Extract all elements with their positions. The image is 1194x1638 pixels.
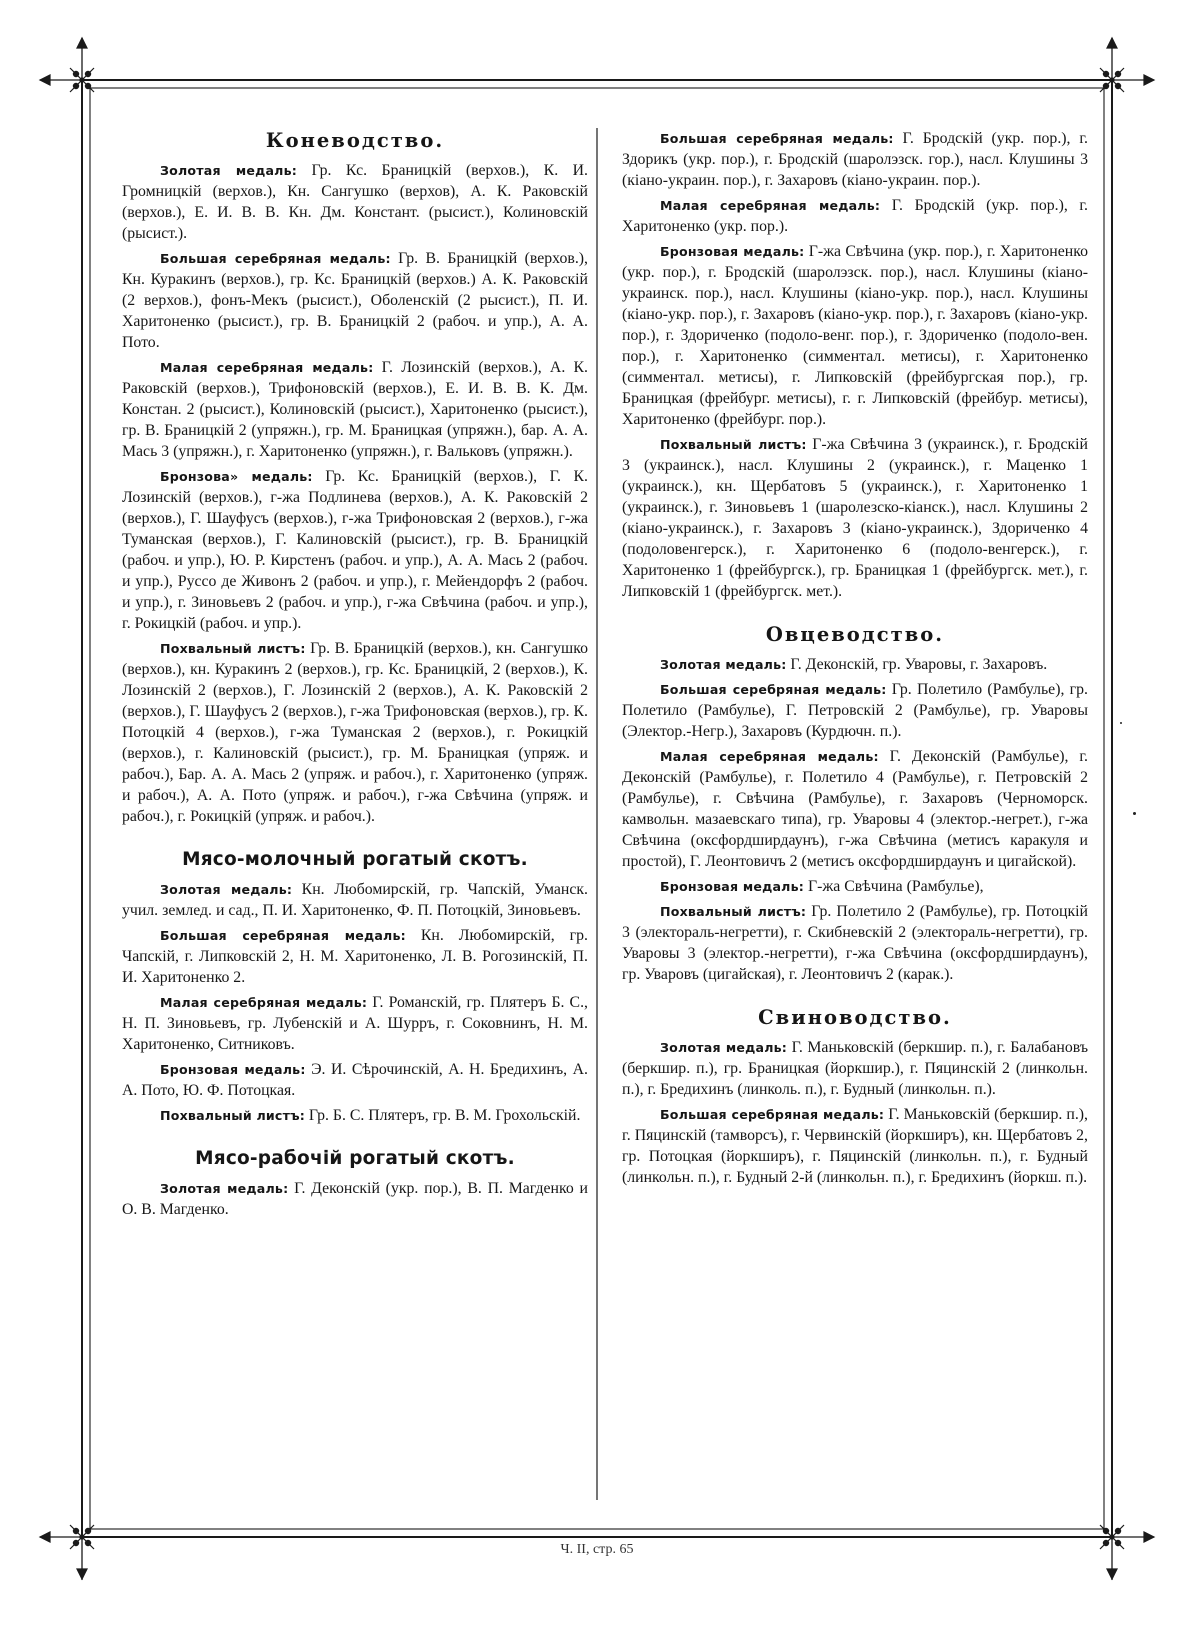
award-entry <box>622 1104 1088 1188</box>
award-recipients: Кн. Любомирскій, гр. Чапскій, г. Липковскій 2, Н. М. Харитоненко, Л. В. Рогозинскій, П. И. Харитоненко 2. <box>122 927 589 986</box>
award-entry <box>122 638 588 827</box>
award-entry <box>122 1105 588 1126</box>
award-label: Малая серебряная медаль: <box>160 995 368 1010</box>
award-entry <box>622 679 1088 742</box>
award-label: Золотая медаль: <box>660 657 787 672</box>
award-recipients: Г. Романскій, гр. Плятеръ Б. С., Н. П. Зиновьевъ, гр. Лубенскій и А. Шурръ, г. Соковнинъ, Н. М. Харитоненко, Ситниковъ. <box>122 994 588 1053</box>
award-recipients: Кн. Любомирскій, гр. Чапскій, Уманск. учил. землед. и сад., П. И. Харитоненко, Ф. П. Потоцкій, Зиновьевъ. <box>122 881 588 919</box>
award-entry <box>122 879 588 921</box>
award-recipients: Гр. Полетило 2 (Рамбулье), гр. Потоцкій 3 (электораль-негретти), г. Скибневскій 2 (электораль-негретти), гр. Уваровы 3 (электор.-негретти), г-жа Свѣчина (оксфордширдаунъ), гр. Уваровъ (цигайская), г. Леонтовичъ 2 (карак.). <box>622 903 1088 983</box>
section-title: Мясо-молочный рогатый скотъ. <box>182 849 528 870</box>
award-recipients: Гр. В. Браницкій (верхов.), Кн. Куракинъ (верхов.), гр. Кс. Браницкій (верхов.) А. К. Раковскій (2 верхов.), фонъ-Мекъ (рысист.), Оболенскій (2 рысист.), П. И. Харитоненко (рысист.), гр. В. Браницкій 2 (рабоч. и упр.), А. А. Пото. <box>122 250 588 351</box>
award-label: Бронзовая медаль: <box>160 1062 306 1077</box>
award-entry <box>122 992 588 1055</box>
print-speck <box>1133 812 1136 815</box>
right-column <box>622 128 1088 1192</box>
award-label: Малая серебряная медаль: <box>660 198 881 213</box>
award-entry <box>122 357 588 462</box>
section-title: Мясо-рабочій рогатый скотъ. <box>195 1148 515 1169</box>
award-entry <box>122 248 588 353</box>
award-recipients: Гр. В. Браницкій (верхов.), кн. Сангушко (верхов.), кн. Куракинъ 2 (верхов.), гр. Кс. Браницкій, 2 (верхов.), К. Лозинскій 2 (верхов.), Г. Лозинскій 2 (верхов.), А. К. Раковскій 2 (верхов.), Г. Шауфусъ 2 (верхов.), г-жа Трифоновская (верхов.), гр. К. Потоцкій 4 (верхов.), г-жа Туманская 2 (верхов.), г. Рокицкій (верхов.), г. Калиновскій (рысист.), гр. М. Браницкая (упряж. и рабоч.), Бар. А. А. Мась 2 (упряж. и рабоч.), г. Харитоненко (упряж. и рабоч.), А. А. Пото (упряж. и рабоч.), г-жа Свѣчина (упряж. и рабоч.), г. Рокицкій (упряж. и рабоч.). <box>122 640 588 825</box>
award-label: Большая серебряная медаль: <box>160 251 391 266</box>
award-label: Бронзовая медаль: <box>660 244 805 259</box>
award-entry <box>622 195 1088 237</box>
award-recipients: Гр. Кс. Браницкій (верхов.), Г. К. Лозинскій (верхов.), г-жа Подлинева (верхов.), А. К. Раковскій 2 (верхов.), Г. Шауфусъ (верхов.), г-жа Трифоновская 2 (верхов.), г-жа Туманская (верхов.), Г. Калиновскій (рысист.), гр. В. Браницкій (рабоч. и упр.), Ю. Р. Кирстенъ (рабоч. и упр.), А. А. Мась 2 (рабоч. и упр.), Руссо де Живонъ 2 (рабоч. и упр.), г. Мейендорфъ 2 (рабоч. и упр.), г. Зиновьевъ 2 (рабоч. и упр.), г-жа Свѣчина (рабоч. и упр.), г. Рокицкій (рабоч. и упр.). <box>122 468 588 632</box>
award-label: Похвальный листъ: <box>660 904 807 919</box>
award-label: Золотая медаль: <box>160 163 297 178</box>
award-recipients: Г. Деконскій (укр. пор.), В. П. Магденко и О. В. Магденко. <box>122 1180 588 1218</box>
award-recipients: Г. Бродскій (укр. пор.), г. Здорикъ (укр. пор.), г. Бродскій (шаролэзск. гор.), насл. Клушины 3 (кіано-украин. пор.), г. Захаровъ (кіано-украин. пор.). <box>622 130 1088 189</box>
award-label: Похвальный листъ: <box>160 641 306 656</box>
award-entry <box>622 1037 1088 1100</box>
section-title: Свиноводство. <box>758 1006 952 1029</box>
award-label: Золотая медаль: <box>160 1181 289 1196</box>
award-recipients: Г. Бродскій (укр. пор.), г. Харитоненко (укр. пор.). <box>622 197 1088 235</box>
award-recipients: Г. Деконскій, гр. Уваровы, г. Захаровъ. <box>786 656 1048 673</box>
award-label: Похвальный листъ: <box>660 437 807 452</box>
award-label: Бронзовая медаль: <box>660 879 805 894</box>
award-recipients: Г-жа Свѣчина (укр. пор.), г. Харитоненко (укр. пор.), г. Бродскій (шаролэзск. пор.), насл. Клушины (кіано-украинск. пор.), насл. Клушины (кіано-укр. пор.), насл. Клушины (кіано-укр. пор.), г. Захаровъ (кіано-укр. пор.), г. Захаровъ (кіано-укр. пор.), г. Здориченко (подоло-венг. пор.), г. Здориченко (подоло-вен. пор.), г. Харитоненко (симментал. метисы), г. Харитоненко (симментал. метисы), г. Липковскій (фрейбургская пор.), гр. Браницкая (фрейбург. метисы), г. г. Липковскій (фрейбур. метисы), Харитоненко (фрейбург. пор.). <box>622 243 1088 428</box>
award-entry <box>122 1178 588 1220</box>
print-speck <box>1120 722 1122 724</box>
award-label: Бронзова» медаль: <box>160 469 313 484</box>
award-recipients: Г. Маньковскій (беркшир. п.), г. Балабановъ (беркшир. п.), гр. Браницкая (йоркшир.), г. Пяцинскій 2 (линкольн. п.), г. Бредихинъ (линколь. п.), г. Будный (линкольн. п.). <box>622 1039 1088 1098</box>
award-label: Золотая медаль: <box>660 1040 788 1055</box>
section-title: Овцеводство. <box>765 623 945 646</box>
award-recipients: Э. И. Сѣрочинскій, А. Н. Бредихинъ, А. А. Пото, Ю. Ф. Потоцкая. <box>122 1061 588 1099</box>
award-recipients: Г-жа Свѣчина (Рамбулье), <box>804 878 984 895</box>
award-entry <box>122 925 588 988</box>
award-recipients: Г. Деконскій (Рамбулье), г. Деконскій (Рамбулье), г. Полетило 4 (Рамбулье), г. Петровскій 2 (Рамбулье), г. Свѣчина (Рамбулье), г. Захаровъ (Черноморск. камвольн. мазаевскаго типа), гр. Уваровы 4 (электор.-негрет.), г-жа Свѣчина (оксфордширдаунъ), г-жа Свѣчина (метисъ каракуля и простой), Г. Леонтовичъ 2 (метисъ оксфордширдаунъ и цигайской). <box>622 748 1088 870</box>
left-column <box>122 128 588 1224</box>
award-entry <box>122 466 588 634</box>
section-title: Коневодство. <box>265 129 445 152</box>
award-entry <box>622 901 1088 985</box>
award-label: Большая серебряная медаль: <box>660 682 887 697</box>
award-recipients: Г-жа Свѣчина 3 (украинск.), г. Бродскій 3 (украинск.), насл. Клушины 2 (украинск.), г. Маценко 1 (украинск.), кн. Щербатовъ 5 (украинск.), г. Харитоненко 1 (украинск.), г. Зиновьевъ 1 (шаролезско-кіанск.), насл. Клушины 2 (кіано-украинск.), г. Захаровъ 3 (кіано-украинск.), Здориченко 4 (подоловенгерск.), г. Харитоненко 6 (подоло-венгерск.), г. Харитоненко 1 (фрейбургск.), гр. Браницкая 1 (фрейбургск. мет.), г. Липковскій 1 (фрейбургск. мет.). <box>622 436 1088 600</box>
award-entry <box>622 654 1088 675</box>
award-entry <box>622 128 1088 191</box>
award-recipients: Г. Лозинскій (верхов.), А. К. Раковскій (верхов.), Трифоновскій (верхов.), Е. И. В. В. К. Дм. Констан. 2 (рысист.), Колиновскій (рысист.), Харитоненко (рысист.), гр. В. Браницкій 2 (упряжн.), гр. М. Браницкая (упряжн.), бар. А. А. Мась 3 (упряжн.), г. Харитоненко (упряжн.), г. Вальковъ (упряжн.). <box>122 359 588 460</box>
award-entry <box>622 434 1088 602</box>
award-entry <box>622 746 1088 872</box>
award-label: Большая серебряная медаль: <box>160 928 406 943</box>
corner-ornament-top-right <box>1100 38 1154 92</box>
award-recipients: Гр. Б. С. Плятеръ, гр. В. М. Грохольскій. <box>304 1107 581 1124</box>
award-label: Золотая медаль: <box>160 882 293 897</box>
award-entry <box>122 1059 588 1101</box>
award-recipients: Гр. Кс. Браницкій (верхов.), К. И. Громницкій (верхов.), Кн. Сангушко (верхов), А. К. Раковскій (верхов.), Е. И. В. В. Кн. Дм. Констант. (рысист.), Колиновскій (рысист.). <box>122 162 588 242</box>
corner-ornament-top-left <box>40 38 94 92</box>
award-label: Похвальный листъ: <box>160 1108 305 1123</box>
award-label: Большая серебряная медаль: <box>660 1107 885 1122</box>
award-recipients: Гр. Полетило (Рамбулье), гр. Полетило (Рамбулье), Г. Петровскій 2 (Рамбулье), гр. Уваровы (Электор.-Негр.), Захаровъ (Курдючн. п.). <box>622 681 1088 740</box>
award-entry <box>622 241 1088 430</box>
award-label: Малая серебряная медаль: <box>160 360 374 375</box>
award-entry <box>622 876 1088 897</box>
award-label: Малая серебряная медаль: <box>660 749 879 764</box>
award-entry <box>122 160 588 244</box>
award-recipients: Г. Маньковскій (беркшир. п.), г. Пяцинскій (тамворсъ), г. Червинскій (йоркширъ), кн. Щербатовъ 2, гр. Потоцкая (йоркширъ), г. Пяцинскій (линкольн. п.), г. Будный (линкольн. п.), г. Будный 2-й (линкольн. п.), г. Бредихинъ (йоркш. п.). <box>622 1106 1089 1186</box>
page-number: Ч. II, стр. 65 <box>560 1542 634 1557</box>
award-label: Большая серебряная медаль: <box>660 131 894 146</box>
